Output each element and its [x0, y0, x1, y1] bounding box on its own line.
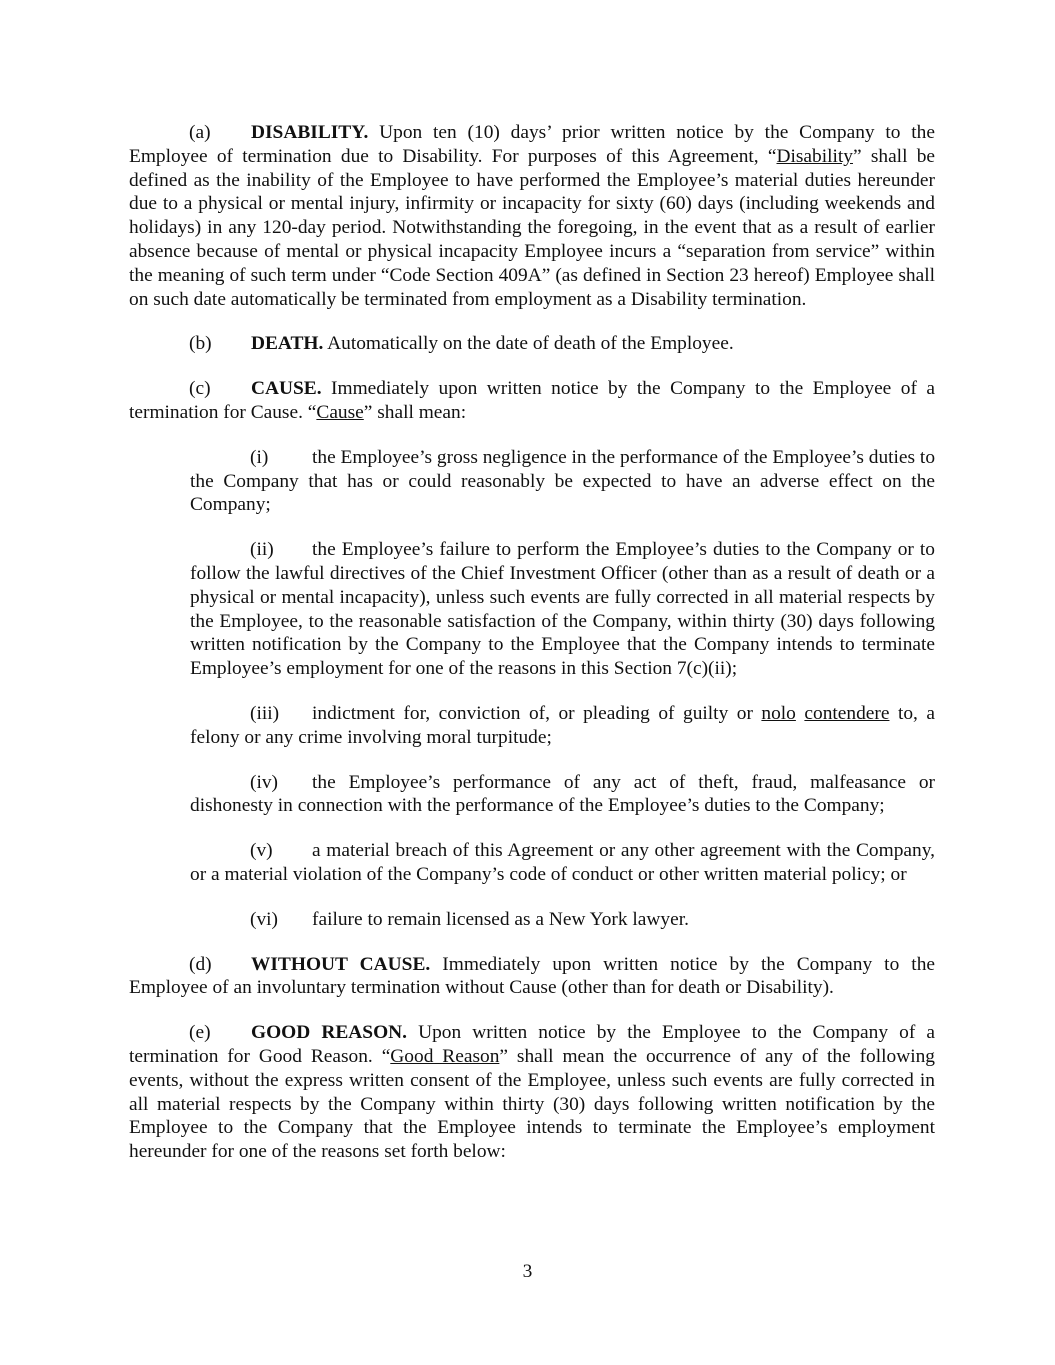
section-heading: DEATH.	[251, 333, 324, 355]
section-text: ” shall mean:	[363, 401, 467, 423]
item-text: the Employee’s failure to perform the Employee’s duties to the Company or to follow the lawful directives of the Chief Investment Officer (other than as a result of death or a physical or mental incapacity), unless such events are fully corrected in all material respects by the Employee, to the reasonable satisfaction of the Company, within thirty (30) days following written notification by the Company to the Employee that the Company intends to terminate Employee’s employment for one of the reasons in this Section 7(c)(ii);	[190, 539, 935, 680]
defined-term: Cause	[316, 401, 364, 423]
latin-term: nolo	[761, 702, 796, 724]
section-text: ” shall be defined as the inability of the Employee to have performed the Employee’s material duties hereunder due to a physical or mental injury, infirmity or incapacity for sixty (60) days (including weekends and holidays) in any 120-day period. Notwithstanding the foregoing, in the event that as a result of earlier absence because of mental or physical incapacity Employee incurs a “separation from service” within the meaning of such term under “Code Section 409A” (as defined in Section 23 hereof) Employee shall on such date automatically be terminated from employment as a Disability termination.	[129, 145, 935, 310]
section-death	[129, 332, 935, 356]
section-heading: GOOD REASON.	[251, 1022, 407, 1044]
defined-term: Disability	[776, 145, 853, 167]
cause-item-i	[190, 446, 935, 517]
item-text: the Employee’s gross negligence in the performance of the Employee’s duties to the Company that has or could reasonably be expected to have an adverse effect on the Company;	[190, 446, 936, 516]
item-label: (iii)	[250, 702, 280, 724]
section-good-reason	[129, 1021, 935, 1164]
section-text: Immediately upon written notice by the Company to the Employee of a termination for Cause. “	[129, 378, 935, 423]
item-label: (i)	[250, 446, 269, 468]
section-label: (b)	[189, 333, 212, 355]
section-text: ” shall mean the occurrence of any of the following events, without the express written consent of the Employee, unless such events are fully corrected in all material respects by the Company within thirty (30) days following written notification by the Employee to the Company that the Employee intends to terminate the Employee’s employment hereunder for one of the reasons set forth below:	[129, 1045, 935, 1163]
document-body	[129, 121, 935, 1185]
section-label: (e)	[189, 1022, 211, 1044]
page-number: 3	[522, 1261, 533, 1282]
section-label: (d)	[189, 953, 212, 975]
section-heading: CAUSE.	[251, 378, 322, 400]
item-text: to, a felony or any crime involving moral turpitude;	[190, 702, 935, 748]
section-cause	[129, 377, 935, 425]
defined-term: Good Reason	[390, 1045, 500, 1067]
cause-item-ii	[190, 538, 935, 681]
section-disability	[129, 121, 935, 311]
section-heading: DISABILITY.	[251, 122, 369, 143]
section-heading: WITHOUT CAUSE.	[251, 953, 431, 975]
section-label: (a)	[189, 122, 211, 143]
item-text: the Employee’s performance of any act of theft, fraud, malfeasance or dishonesty in connection with the performance of the Employee’s duties to the Company;	[190, 771, 935, 817]
latin-term: contendere	[804, 702, 890, 724]
item-label: (ii)	[250, 539, 274, 561]
cause-item-vi	[190, 908, 935, 932]
item-text: failure to remain licensed as a New York lawyer.	[312, 908, 689, 930]
item-text: indictment for, conviction of, or pleading of guilty or	[312, 702, 762, 724]
item-label: (iv)	[250, 771, 278, 793]
item-text: a material breach of this Agreement or any other agreement with the Company, or a material violation of the Company’s code of conduct or other written material policy; or	[190, 840, 935, 885]
cause-item-iii	[190, 702, 935, 750]
cause-item-iv	[190, 771, 935, 819]
section-without-cause	[129, 953, 935, 1001]
item-label: (v)	[250, 840, 273, 862]
section-label: (c)	[189, 378, 211, 400]
cause-item-v	[190, 839, 935, 887]
section-text: Upon ten (10) days’ prior written notice by the Company to the Employee of termination due to Disability. For purposes of this Agreement, “	[129, 122, 935, 167]
section-text: Automatically on the date of death of the Employee.	[323, 333, 734, 355]
section-text: Immediately upon written notice by the Company to the Employee of an involuntary termination without Cause (other than for death or Disability).	[129, 953, 935, 999]
item-label: (vi)	[250, 908, 278, 930]
section-text: Upon written notice by the Employee to the Company of a termination for Good Reason. “	[129, 1022, 935, 1067]
